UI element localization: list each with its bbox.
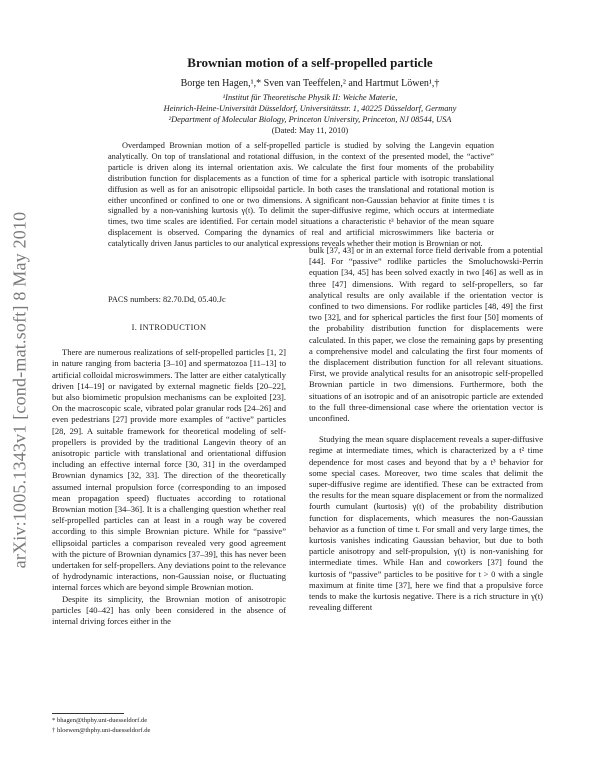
affiliation-line: ²Department of Molecular Biology, Princeton University, Princeton, NJ 08544, USA: [168, 115, 452, 124]
date-line: (Dated: May 11, 2010): [271, 126, 349, 135]
left-column: [52, 322, 286, 627]
pacs-numbers: PACS numbers: 82.70.Dd, 05.40.Jc: [108, 295, 226, 304]
footnotes: [52, 716, 150, 735]
footnote-email[interactable]: * bhagen@thphy.uni-duesseldorf.de: [52, 717, 148, 724]
affiliations: [60, 92, 560, 125]
right-column: [309, 245, 543, 614]
section-heading: I. INTRODUCTION: [131, 323, 207, 332]
paper-title: Brownian motion of a self-propelled particle: [187, 55, 433, 70]
body-paragraph: bulk [37, 43] or in an external force field derivable from a potential [44]. For “passive” rodlike particles the Smoluchowski-Perrin equation [34, 45] has been solved exactly in two [46] as well as in three [47] dimensions. With regard to self-propellers, so far analytical results are only available if the orientation vector is confined to two dimensions. For rodlike particles [48, 49] the first two [32], and for spherical particles the first four [50] moments of the probability distribution function for displacements were calculated. In this paper, we close the remaining gaps by presenting a comprehensive model and calculating the first four moments of the displacement distribution function for all relevant situations. First, we provide analytical results for an anisotropic self-propelled Brownian particle in two dimensions. Furthermore, both the situations of an isotropic and of an anisotropic particle are extended to the full three-dimensional case where the orientation vector is unconfined.: [309, 245, 543, 424]
body-paragraph: Studying the mean square displacement reveals a super-diffusive regime at intermediate times, which is characterized by a t² time dependence for most cases and beyond that by a t³ behavior for some special cases. Moreover, two time scales that delimit the super-diffusive regime are identified. These can be extracted from the results for the mean square displacement or from the normalized fourth cumulant (kurtosis) γ(t) of the probability distribution function for displacements, which measures the non-Gaussian behavior as a function of time t. For small and very large times, the kurtosis vanishes indicating Gaussian behavior, but due to both particle anisotropy and self-propulsion, γ(t) is non-vanishing for intermediate times. While Han and coworkers [37] found the kurtosis of “passive” particles to be positive for t > 0 with a single maximum at finite time [37], here we find that a propulsive force tends to make the kurtosis negative. There is a rich structure in γ(t) revealing different: [309, 434, 543, 613]
arxiv-identifier: arXiv:1005.1343v1 [cond-mat.soft] 8 May 2010: [9, 211, 30, 569]
arxiv-identifier-sidebar: [0, 210, 40, 570]
affiliation-line: Heinrich-Heine-Universität Düsseldorf, Universitätsstr. 1, 40225 Düsseldorf, Germany: [163, 104, 457, 113]
affiliation-line: ¹Institut für Theoretische Physik II: Weiche Materie,: [222, 93, 398, 102]
footnote-rule: [52, 713, 124, 714]
footnote-email[interactable]: † hloewen@thphy.uni-duesseldorf.de: [52, 726, 151, 734]
author-list: Borge ten Hagen,¹,* Sven van Teeffelen,² and Hartmut Löwen¹,†: [180, 78, 440, 89]
body-paragraph: There are numerous realizations of self-propelled particles [1, 2] in nature ranging from bacteria [3–10] and spermatozoa [11–13] to artificial colloidal microswimmers. The latter are either catalytically driven [14–19] or navigated by external magnetic fields [20–22], but also biomimetic propulsion mechanisms can be exploited [23]. On the macroscopic scale, vibrated polar granular rods [24–26] and even pedestrians [27] provide more examples of “active” particles [28, 29]. A suitable framework for theoretical modeling of self-propellers is provided by the traditional Langevin theory of an anisotropic particle with translational and orientational diffusion including an effective internal force [30, 31] in the overdamped Brownian dynamics [32, 33]. The direction of the theoretically assumed internal propulsion force (corresponding to an imposed mean propagation speed) fluctuates according to rotational Brownian motion [34–36]. It is a challenging question whether real self-propelled particles can at least in a rough way be covered according to this simple Brownian picture. While for “passive” ellipsoidal particles a comparison revealed very good agreement with the picture of Brownian dynamics [37–39], this has never been undertaken for self-propellers. Any deviations point to the relevance of hydrodynamic interactions, non-Gaussian noise, or fluctuating internal forces which are beyond simple Brownian motion.: [52, 347, 286, 593]
body-paragraph: Despite its simplicity, the Brownian motion of anisotropic particles [40–42] has only been considered in the absence of internal driving forces either in the: [52, 593, 286, 627]
abstract: Overdamped Brownian motion of a self-propelled particle is studied by solving the Langevin equation analytically. On top of translational and rotational diffusion, in the context of the presented model, the “active” particle is driven along its internal orientation axis. We calculate the first four moments of the probability distribution function for displacements as a function of time for a spherical particle with isotropic translational diffusion as well as for an anisotropic ellipsoidal particle. In both cases the translational and rotational motion is either unconfined or confined to one or two dimensions. A significant non-Gaussian behavior at finite times t is signalled by a non-vanishing kurtosis γ(t). To delimit the super-diffusive regime, which occurs at intermediate times, two time scales are identified. For certain model situations a characteristic t³ behavior of the mean square displacement is observed. Comparing the dynamics of real and artificial microswimmers like bacteria or catalytically driven Janus particles to our analytical expressions reveals whether their motion is Brownian or not.: [108, 141, 494, 249]
